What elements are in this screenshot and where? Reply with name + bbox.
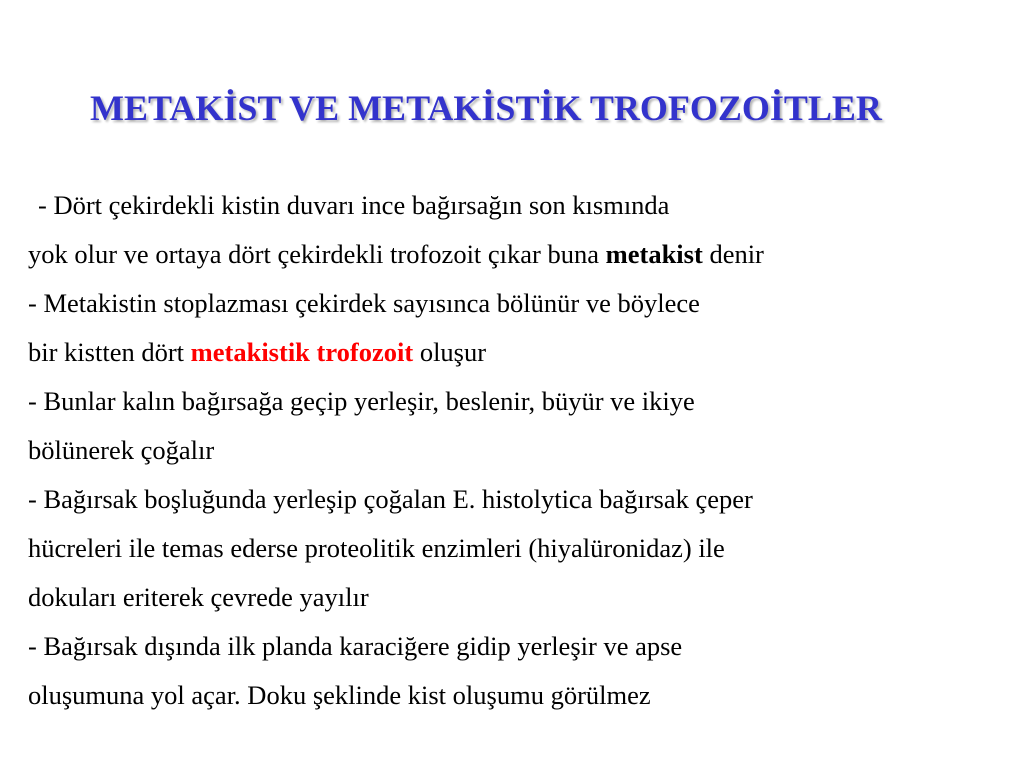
term-metakist: metakist: [605, 239, 703, 269]
body-line-5: - Bunlar kalın bağırsağa geçip yerleşir, beslenir, büyür ve ikiye: [28, 386, 695, 416]
body-line-7: - Bağırsak boşluğunda yerleşip çoğalan E. histolytica bağırsak çeper: [28, 484, 753, 514]
body-line-4-text-a: bir kistten dört: [28, 337, 191, 367]
body-line-10: - Bağırsak dışında ilk planda karaciğere gidip yerleşir ve apse: [28, 631, 683, 661]
body-line-1: - Dört çekirdekli kistin duvarı ince bağırsağın son kısmında: [38, 190, 670, 220]
body-line-2-text-a: yok olur ve ortaya dört çekirdekli trofozoit çıkar buna: [28, 239, 606, 269]
body-line-2-text-b: denir: [702, 239, 764, 269]
body-line-4: [28, 328, 1008, 377]
body-line-11: oluşumuna yol açar. Doku şeklinde kist oluşumu görülmez: [28, 680, 651, 710]
slide-body: [28, 181, 1008, 720]
term-metakistik-trofozoit: metakistik trofozoit: [190, 337, 414, 367]
body-line-6: bölünerek çoğalır: [28, 435, 215, 465]
body-line-4-text-b: oluşur: [413, 337, 487, 367]
body-line-9: dokuları eriterek çevrede yayılır: [28, 582, 369, 612]
body-line-8: hücreleri ile temas ederse proteolitik enzimleri (hiyalüronidaz) ile: [28, 533, 725, 563]
body-line-2: [28, 230, 1008, 279]
body-line-3: - Metakistin stoplazması çekirdek sayısınca bölünür ve böylece: [28, 288, 700, 318]
slide-title: METAKİST VE METAKİSTİK TROFOZOİTLER: [90, 88, 882, 128]
